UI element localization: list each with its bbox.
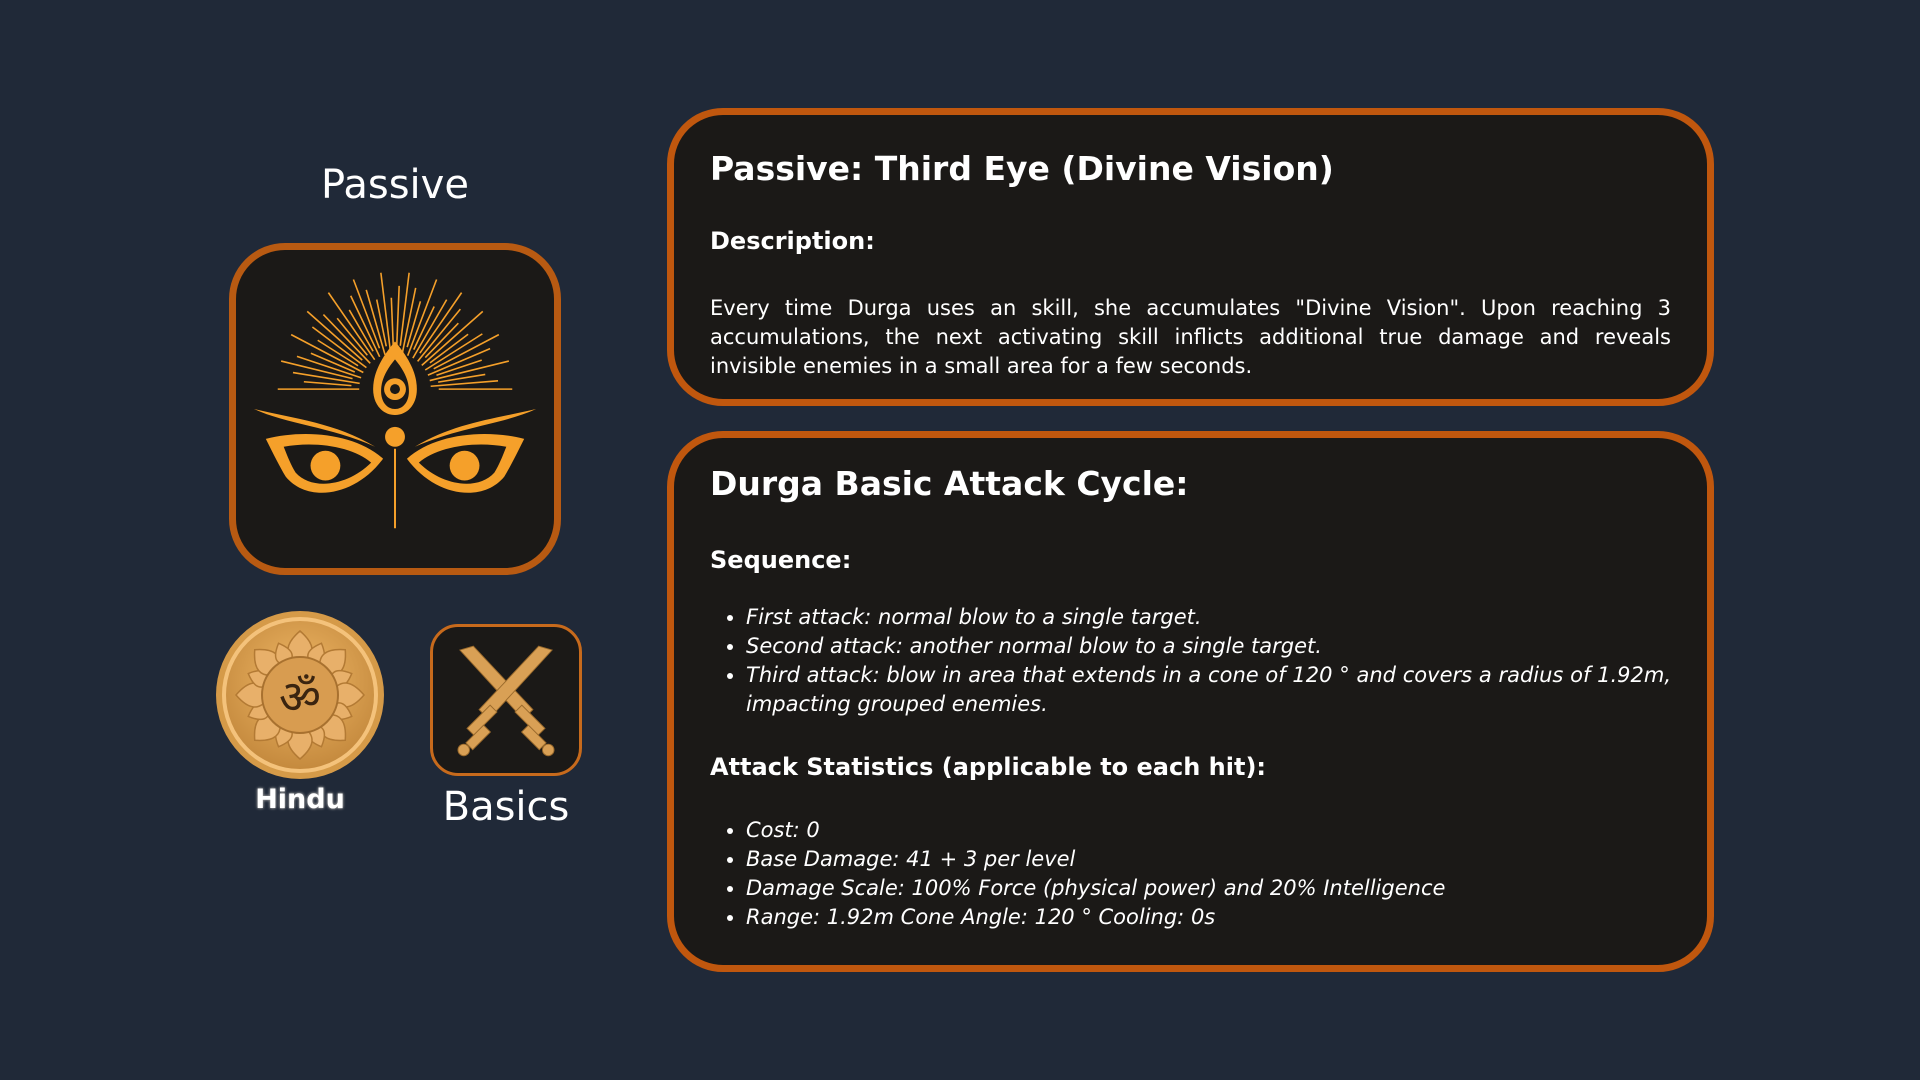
list-item: • First attack: normal blow to a single target. (746, 603, 1671, 632)
sequence-label: Sequence: (710, 546, 852, 574)
description-label: Description: (710, 227, 875, 255)
list-item: • Second attack: another normal blow to a single target. (746, 632, 1671, 661)
list-item: • Cost: 0 (746, 816, 1671, 845)
list-item: • Damage Scale: 100% Force (physical power) and 20% Intelligence (746, 874, 1671, 903)
list-item: • Base Damage: 41 + 3 per level (746, 845, 1671, 874)
god-summary-panel (0, 0, 660, 1080)
pantheon-label: Hindu (255, 784, 345, 815)
list-item: • Range: 1.92m Cone Angle: 120 ° Cooling: 0s (746, 903, 1671, 932)
description-text: Every time Durga uses an skill, she accumulates "Divine Vision". Upon reaching 3 accumulations, the next activating skill inflicts additional true damage and reveals invisible enemies in a small area for a few seconds. (710, 296, 1671, 378)
list-item: • Third attack: blow in area that extends in a cone of 120 ° and covers a radius of 1.92m, impacting grouped enemies. (746, 661, 1671, 719)
attack-cycle-card (667, 431, 1714, 972)
om-lotus-icon[interactable] (214, 609, 386, 781)
passive-heading: Passive (321, 162, 469, 208)
crossed-swords-icon[interactable] (430, 624, 582, 776)
class-label: Basics (442, 784, 570, 830)
sequence-list (710, 603, 1671, 719)
passive-card (667, 108, 1714, 406)
stats-label: Attack Statistics (applicable to each hit): (710, 753, 1267, 781)
third-eye-icon[interactable] (229, 243, 561, 575)
stats-list (710, 816, 1671, 932)
attack-card-title: Durga Basic Attack Cycle: (710, 464, 1189, 503)
passive-card-title: Passive: Third Eye (Divine Vision) (710, 149, 1334, 188)
svg-text:ॐ: ॐ (279, 670, 321, 724)
